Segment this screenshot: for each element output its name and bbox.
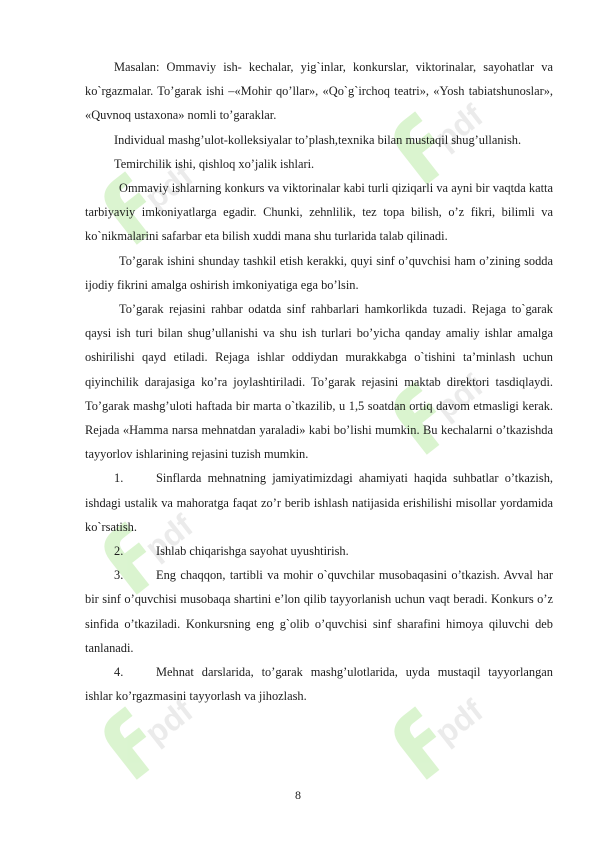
list-item-text: Eng chaqqon, tartibli va mohir o`quvchilar musobaqasini o’tkazish. Avval har bir sinf o’quvchisi musobaqa shartini e’lon qilib tayyorlanish uchun vaqt beradi. Konkurs o’z sinfida o’tkaziladi. Konkursning eng g`olib o’quvchisi sinf sharafini himoya qiluvchi deb tanlanadi. xyxy=(85,568,553,655)
svg-text:pdf: pdf xyxy=(138,692,200,752)
list-number: 3. xyxy=(114,568,124,583)
svg-text:pdf: pdf xyxy=(138,157,200,217)
svg-text:pdf: pdf xyxy=(138,507,200,567)
svg-text:pdf: pdf xyxy=(428,692,490,752)
list-item-text: Sinflarda mehnatning jamiyatimizdagi ahamiyati haqida suhbatlar o’tkazish, ishdagi ustalik va mahoratga faqat zo’r berib ishlash natijasida erishilishi misollar yordamida ko`rsatish. xyxy=(85,471,553,534)
paragraph: Masalan: Ommaviy ish- kechalar, yig`inlar, konkurslar, viktorinalar, sayohatlar va ko`rgazmalar. To’garak ishi –«Mohir qo’llar», «Qo`g`irchoq teatri», «Yosh tabiatshunoslar», «Quvnoq ustaxona» nomli to’garaklar. xyxy=(85,60,553,123)
paragraph: To’garak ishini shunday tashkil etish kerakki, quyi sinf o’quvchisi ham o’zining sodda ijodiy fikrini amalga oshirish imkoniyatiga ega bo’lsin. xyxy=(85,253,553,292)
document-body xyxy=(85,55,553,708)
list-item xyxy=(85,563,553,660)
paragraph: To’garak rejasini rahbar odatda sinf rahbarlari hamkorlikda tuzadi. Rejaga to`garak qaysi ish turi bilan shug’ullanishi va shu ish turlari bo’yicha qanday amaliy ishlar amalga oshirilishi qayd etiladi. Rejaga ishlar oddiydan murakkabga o`tishini ta’minlash uchun qiyinchilik darajasiga ko’ra joylashtiriladi. To’garak rejasini maktab direktori tasdiqlaydi. To’garak mashg’uloti haftada bir marta o`tkazilib, u 1,5 soatdan ortiq davom etmasligi kerak. Rejada «Hamma narsa mehnatdan yaraladi» kabi bo’lishi mumkin. Bu kechalarni o’tkazishda tayyorlov ishlarining rejasini tuzish mumkin. xyxy=(85,302,553,462)
list-item xyxy=(85,660,553,708)
list-item xyxy=(85,466,553,539)
list-item-text: Ishlab chiqarishga sayohat uyushtirish. xyxy=(156,544,349,559)
page-number: 8 xyxy=(295,788,301,802)
list-item-text: Mehnat darslarida, to’garak mashg’ulotlarida, uyda mustaqil tayyorlangan ishlar ko’rgazmasini tayyorlash va jihozlash. xyxy=(85,665,553,704)
paragraph: Individual mashg’ulot-kolleksiyalar to’plash,texnika bilan mustaqil shug’ullanish. xyxy=(114,132,522,147)
list-number: 4. xyxy=(114,665,124,680)
paragraph: Temirchilik ishi, qishloq xo’jalik ishlari. xyxy=(114,156,315,171)
list-number: 1. xyxy=(114,471,124,486)
paragraph: Ommaviy ishlarning konkurs va viktorinalar kabi turli qiziqarli va ayni bir vaqtda katta tarbiyaviy imkoniyatlarga egadir. Chunki, zehnlilik, tez topa bilish, o’z fikri, bilimli va ko`nikmalarini safarbar eta bilish xuddi mana shu turlarida talab qilinadi. xyxy=(85,181,553,244)
svg-text:pdf: pdf xyxy=(428,367,490,427)
svg-text:pdf: pdf xyxy=(428,97,490,157)
list-number: 2. xyxy=(114,544,124,559)
list-item xyxy=(85,539,553,563)
